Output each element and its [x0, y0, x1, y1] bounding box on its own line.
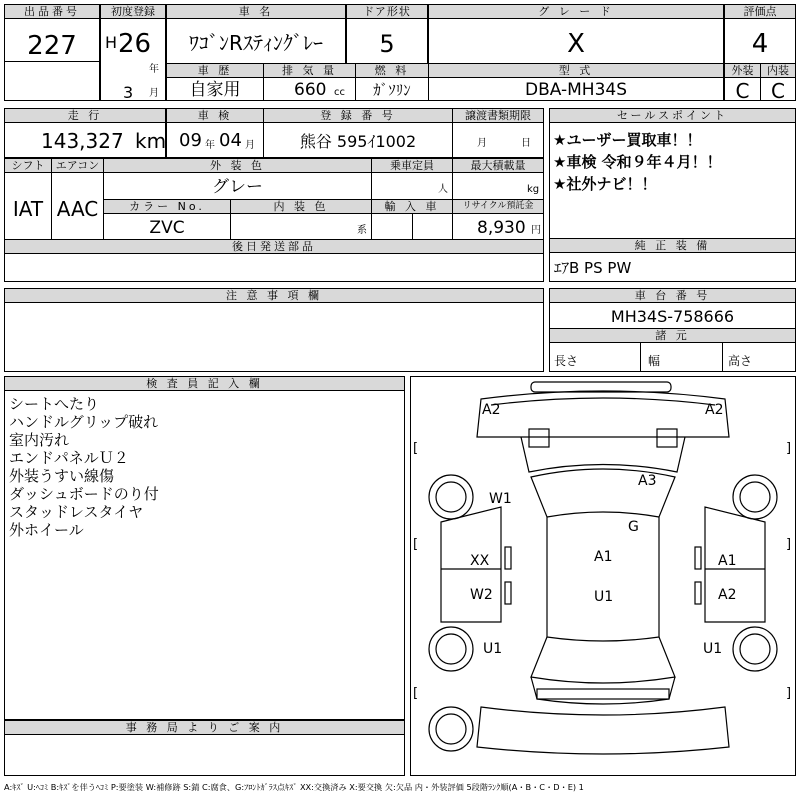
history-label: 車 歴: [167, 64, 263, 78]
inspector-note: 外装うすい線傷: [9, 467, 115, 485]
import-label: 輸 入 車: [372, 200, 452, 214]
first-registration-cell: [100, 4, 166, 101]
inspector-note: 室内汚れ: [9, 431, 70, 449]
chassis-label: 車 台 番 号: [550, 289, 795, 303]
displacement-cell: [263, 63, 356, 101]
inspector-note: スタッドレスタイヤ: [9, 503, 144, 521]
inspector-notes-cell: [4, 376, 405, 720]
later-parts-cell: [4, 239, 544, 282]
mileage-unit: km: [135, 129, 167, 153]
int-color-cell: [230, 199, 372, 240]
mileage-label: 走 行: [5, 109, 165, 123]
mark-a1-center: A1: [594, 549, 613, 565]
lot-number-cell: [4, 4, 100, 101]
aircon: AAC: [56, 197, 99, 221]
score-label: 評価点: [725, 5, 795, 19]
capacity-label: 乗車定員: [372, 159, 452, 173]
fuel: ｶﾞｿﾘﾝ: [373, 81, 411, 99]
exterior-grade-cell: [724, 63, 761, 101]
inspection-month-unit: 月: [245, 140, 255, 151]
aircon-cell: [51, 158, 104, 240]
sales-points-cell: [549, 108, 796, 239]
color-no-cell: [103, 199, 231, 240]
sales-point-3: ★社外ナビ！！: [553, 175, 657, 193]
office-info-cell: [4, 720, 405, 776]
dimensions-label: 諸 元: [550, 329, 795, 343]
mark-g: G: [628, 519, 639, 535]
inspection-year-unit: 年: [205, 140, 215, 151]
caution-label: 注 意 事 項 欄: [5, 289, 543, 303]
bracket-left-mid: [: [413, 537, 419, 552]
transfer-day-unit: 日: [521, 138, 531, 149]
history: 自家用: [189, 80, 241, 100]
recycle-cell: [452, 199, 544, 240]
transfer-deadline-cell: [452, 108, 544, 158]
sales-point-1: ★ユーザー買取車！！: [553, 131, 702, 149]
exterior-label: 外装: [725, 64, 760, 78]
max-load-cell: [452, 158, 544, 200]
capacity-cell: [371, 158, 453, 200]
inspector-note: ダッシュボードのり付: [9, 485, 159, 503]
shift-cell: [4, 158, 52, 240]
registration-number-label: 登 録 番 号: [264, 109, 452, 123]
car-diagram-svg: [411, 377, 795, 775]
ext-color: グレー: [212, 177, 263, 197]
bracket-right-mid: ]: [786, 537, 792, 552]
color-no: ZVC: [149, 218, 185, 238]
sales-point-2: ★車検 令和９年４月！！: [553, 153, 722, 171]
inspection-year: 09: [179, 130, 202, 151]
model-cell: [428, 63, 724, 101]
int-color-label: 内 装 色: [231, 200, 371, 214]
inspector-note: 外ホイール: [9, 521, 84, 539]
bracket-right-rear: ]: [786, 686, 792, 701]
max-load-unit: kg: [527, 184, 540, 195]
model: DBA-MH34S: [524, 80, 628, 100]
model-label: 型 式: [429, 64, 723, 78]
displacement: 660: [294, 80, 327, 100]
bracket-left-rear: [: [413, 686, 419, 701]
car-name-label: 車 名: [167, 5, 345, 19]
ext-color-cell: [103, 158, 372, 200]
inspector-note: シートへたり: [9, 395, 100, 413]
mileage: 143,327: [41, 129, 124, 153]
aircon-label: エアコン: [52, 159, 103, 173]
registration-number-cell: [263, 108, 453, 158]
registration-month: 3: [123, 83, 134, 102]
displacement-label: 排 気 量: [264, 64, 355, 78]
era: H: [105, 33, 118, 52]
score: 4: [751, 29, 769, 59]
transfer-month-unit: 月: [477, 138, 487, 149]
inspection-month: 04: [219, 130, 242, 151]
recycle-label: リサイクル預託金: [453, 200, 543, 214]
later-parts-label: 後日発送部品: [5, 240, 543, 254]
mark-xx: XX: [470, 553, 490, 569]
month-unit: 月: [149, 88, 159, 99]
inspector-note: エンドパネルＵ２: [9, 449, 129, 467]
dimensions-cell: [549, 328, 796, 372]
bracket-right-front: ]: [786, 441, 792, 456]
sales-points-label: セールスポイント: [550, 109, 795, 123]
height-label: 高さ: [728, 354, 753, 368]
door-type: 5: [379, 30, 395, 58]
lot-number-label: 出品番号: [5, 5, 99, 19]
ext-color-label: 外 装 色: [104, 159, 371, 173]
inspector-note: ハンドルグリップ破れ: [9, 413, 159, 431]
max-load-label: 最大積載量: [453, 159, 543, 173]
caution-cell: [4, 288, 544, 372]
shift: IAT: [12, 197, 44, 221]
interior-label: 内装: [761, 64, 795, 78]
mark-u1-center: U1: [594, 589, 614, 605]
exterior-grade: C: [735, 79, 750, 103]
color-no-label: カラー No.: [104, 200, 230, 214]
mark-w2: W2: [470, 587, 493, 603]
first-registration-label: 初度登録: [101, 5, 165, 19]
equipment: ｴｱB PS PW: [554, 259, 632, 277]
bracket-left-front: [: [413, 441, 419, 456]
mark-a2-mid-right: A2: [718, 587, 737, 603]
inspection-label: 車 検: [167, 109, 263, 123]
car-diagram: [410, 376, 796, 776]
mark-a1-right: A1: [718, 553, 737, 569]
shift-label: シフト: [5, 159, 51, 173]
mark-w1: W1: [489, 491, 512, 507]
lot-number: 227: [27, 31, 77, 61]
mark-a2-front-left: A2: [482, 402, 501, 418]
displacement-unit: cc: [334, 87, 345, 98]
car-name: ﾜｺﾞﾝRｽﾃｨﾝｸﾞﾚｰ: [189, 31, 323, 55]
fuel-label: 燃 料: [356, 64, 428, 78]
length-label: 長さ: [554, 354, 579, 368]
int-color-unit: 系: [357, 225, 367, 236]
mark-a2-front-right: A2: [705, 402, 724, 418]
fuel-cell: [355, 63, 429, 101]
inspection-cell: [166, 108, 264, 158]
door-cell: [346, 4, 428, 64]
footer-legend: A:ｷｽﾞ U:ﾍｺﾐ B:ｷｽﾞを伴うﾍｺﾐ P:要塗装 W:補修跡 S:錆 C:腐食、G:ﾌﾛﾝﾄｶﾞﾗｽ点ｷｽﾞ XX:交換済み X:要交換 欠:欠品 内・外装評価 5段階ﾗﾝｸ順(A・B・C・D・E) 1: [4, 782, 584, 792]
year-unit: 年: [149, 64, 159, 75]
history-cell: [166, 63, 264, 101]
score-cell: [724, 4, 796, 64]
capacity-unit: 人: [438, 184, 448, 195]
recycle-amount: 8,930: [477, 218, 526, 238]
mark-u1-right: U1: [703, 641, 723, 657]
recycle-unit: 円: [531, 225, 541, 236]
grade-cell: [428, 4, 724, 64]
car-name-cell: [166, 4, 346, 64]
office-info-label: 事 務 局 よ り ご 案 内: [5, 721, 404, 735]
grade: X: [567, 29, 585, 59]
import-cell: [371, 199, 453, 240]
equipment-cell: [549, 238, 796, 282]
chassis-cell: [549, 288, 796, 329]
mark-u1-left: U1: [483, 641, 503, 657]
chassis-number: MH34S-758666: [610, 307, 735, 326]
mark-a3: A3: [638, 473, 657, 489]
transfer-deadline-label: 譲渡書類期限: [453, 109, 543, 123]
door-label: ドア形状: [347, 5, 427, 19]
interior-grade: C: [771, 79, 785, 103]
width-label: 幅: [648, 354, 661, 368]
interior-grade-cell: [760, 63, 796, 101]
inspector-notes-label: 検 査 員 記 入 欄: [5, 377, 404, 391]
mileage-cell: [4, 108, 166, 158]
registration-year: 26: [118, 29, 152, 59]
registration-number: 熊谷 595ｲ1002: [299, 132, 417, 151]
grade-label: グ レ ー ド: [429, 5, 723, 19]
equipment-label: 純 正 装 備: [550, 239, 795, 253]
